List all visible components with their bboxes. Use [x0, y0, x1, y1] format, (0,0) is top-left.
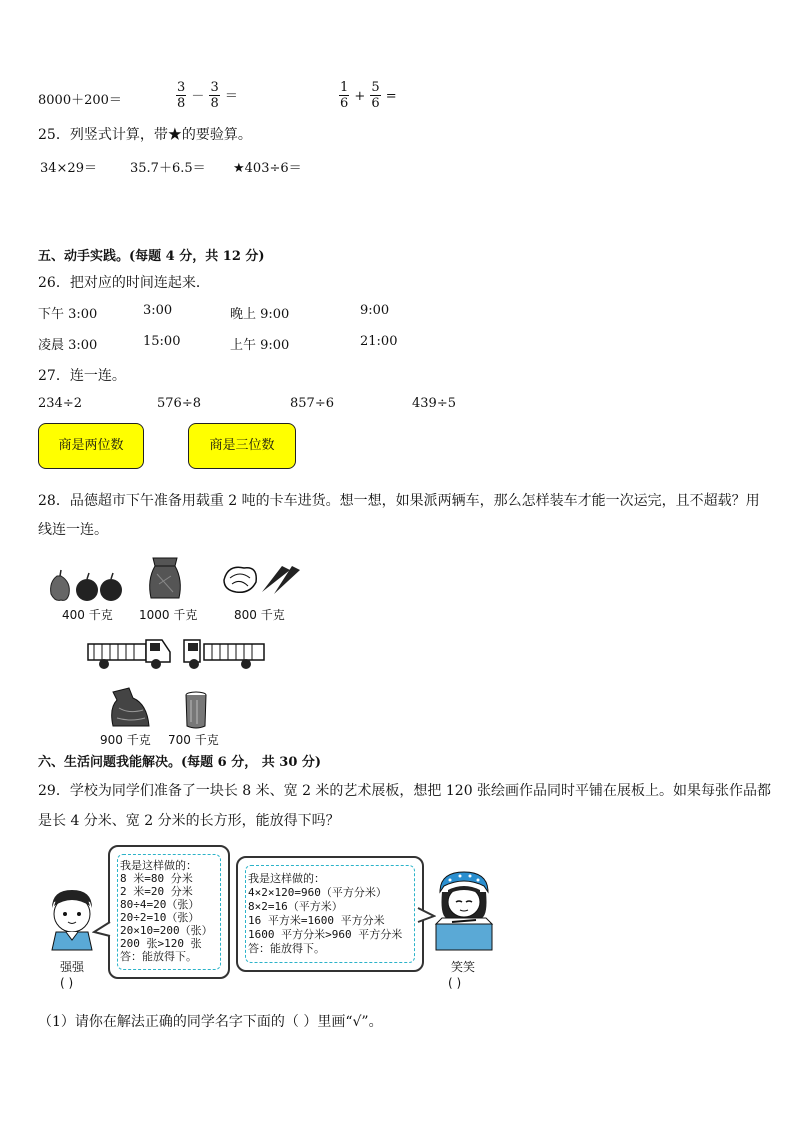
weight-800: 800 千克: [234, 608, 285, 622]
q26-r1-c1: 下午 3:00: [38, 307, 98, 322]
left-line-3: 80÷4=20（张）: [120, 898, 200, 911]
goods-sack-icon: [145, 552, 185, 602]
goods-fruit-icon: [45, 568, 125, 604]
q26-r1-c3: 晚上 9:00: [230, 307, 290, 322]
q29-line-1: 29．学校为同学们准备了一块长 8 米、宽 2 米的艺术展板，想把 120 张绘画作品同时平铺在展板上。如果每张作品都: [38, 783, 772, 799]
q26-r2-c3: 上午 9:00: [230, 338, 290, 353]
expr-8000-plus-200: 8000＋200＝: [38, 93, 122, 108]
q26-r1-c4: 9:00: [360, 303, 390, 318]
answer-box-three-digit: 商是三位数: [188, 423, 296, 469]
goods-bag-icon: [107, 686, 153, 730]
left-line-6: 200 张>120 张: [120, 937, 202, 950]
speech-bubble-qiangqiang: [108, 845, 230, 979]
speech-bubble-xiaoxiao: [236, 856, 424, 972]
right-line-0: 我是这样做的：: [248, 872, 325, 885]
name-xiaoxiao: 笑笑: [451, 960, 476, 974]
q28-line-2: 线连一连。: [38, 522, 108, 538]
q28-line-1: 28．品德超市下午准备用载重 2 吨的卡车进货。想一想，如果派两辆车，那么怎样装车才能一次运完，且不超载？用: [38, 493, 760, 509]
left-line-1: 8 米=80 分米: [120, 872, 193, 885]
weight-1000: 1000 千克: [139, 608, 198, 622]
fraction-5-6: $\frac{5}{6}$: [371, 80, 380, 111]
right-line-1: 4×2×120=960（平方分米）: [248, 886, 387, 899]
q27-title: 27．连一连。: [38, 368, 126, 384]
name-qiangqiang: 强强: [60, 960, 85, 974]
girl-avatar: [432, 870, 496, 954]
truck-icon-2: [180, 634, 268, 672]
section-5-title: 五、动手实践。(每题 4 分，共 12 分): [38, 249, 265, 264]
fraction-3-8-a: $\frac{3}{8}$: [177, 80, 186, 111]
section-6-title: 六、生活问题我能解决。(每题 6 分， 共 30 分): [38, 755, 322, 770]
fraction-1-6: $\frac{1}{6}$: [340, 80, 349, 111]
right-line-4: 1600 平方分米>960 平方分米: [248, 928, 403, 941]
right-line-3: 16 平方米=1600 平方分米: [248, 914, 385, 927]
weight-400: 400 千克: [62, 608, 113, 622]
q27-expr-1: 234÷2: [38, 396, 82, 411]
answer-box-two-digit: 商是两位数: [38, 423, 144, 469]
q25-title: 25．列竖式计算，带★的要验算。: [38, 127, 252, 143]
paren-xiaoxiao: ( ): [448, 976, 462, 990]
left-line-7: 答：能放得下。: [120, 950, 197, 963]
q27-expr-2: 576÷8: [157, 396, 201, 411]
fraction-expr-subtract: $\frac{3}{8}$ － $\frac{3}{8}$ ＝: [177, 80, 238, 111]
weight-900: 900 千克: [100, 733, 151, 747]
q29-line-2: 是长 4 分米、宽 2 分米的长方形，能放得下吗？: [38, 813, 340, 829]
q29-sub-1: （1）请你在解法正确的同学名字下面的（ ）里画“√”。: [38, 1014, 383, 1030]
goods-bucket-icon: [183, 690, 209, 730]
q26-r2-c1: 凌晨 3:00: [38, 338, 98, 353]
left-line-4: 20÷2=10（张）: [120, 911, 200, 924]
q25-expr-3: ★403÷6＝: [233, 161, 302, 176]
left-line-2: 2 米=20 分米: [120, 885, 193, 898]
q25-expr-1: 34×29＝: [40, 161, 97, 176]
left-line-0: 我是这样做的：: [120, 859, 197, 872]
q26-r2-c2: 15:00: [143, 334, 181, 349]
fraction-expr-add: $\frac{1}{6}$ + $\frac{5}{6}$ =: [340, 80, 397, 111]
q26-title: 26．把对应的时间连起来．: [38, 275, 210, 291]
paren-qiangqiang: ( ): [60, 976, 74, 990]
weight-700: 700 千克: [168, 733, 219, 747]
truck-icon-1: [86, 634, 174, 672]
fraction-3-8-b: $\frac{3}{8}$: [210, 80, 219, 111]
q25-expr-2: 35.7＋6.5＝: [130, 161, 206, 176]
q26-r2-c4: 21:00: [360, 334, 398, 349]
left-line-5: 20×10=200（张）: [120, 924, 213, 937]
q27-expr-3: 857÷6: [290, 396, 334, 411]
q26-r1-c2: 3:00: [143, 303, 173, 318]
goods-vegetables-icon: [220, 560, 302, 596]
right-line-5: 答：能放得下。: [248, 942, 325, 955]
right-line-2: 8×2=16（平方米）: [248, 900, 343, 913]
q27-expr-4: 439÷5: [412, 396, 456, 411]
speech-tail-left: [92, 920, 112, 940]
